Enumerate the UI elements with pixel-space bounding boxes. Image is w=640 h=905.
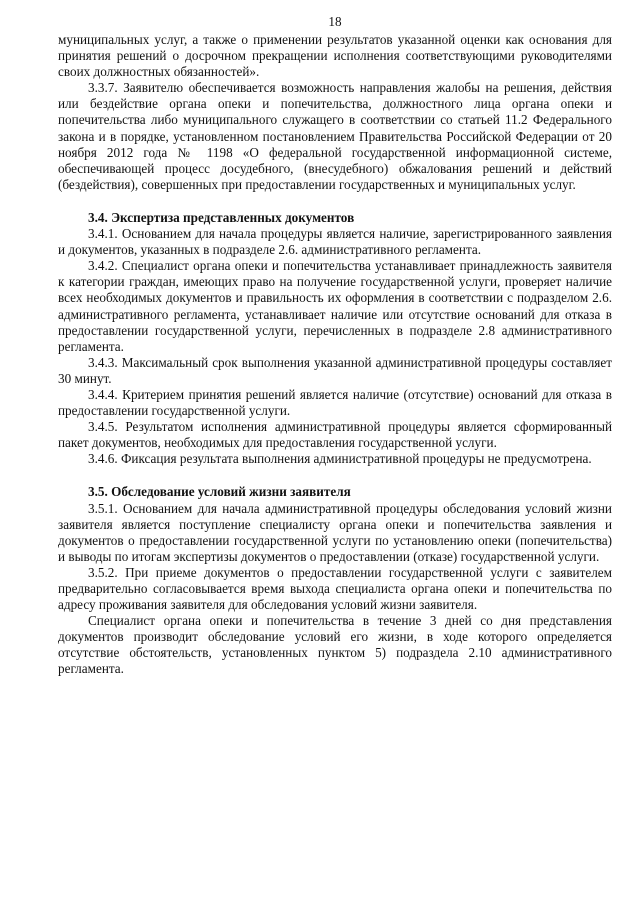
paragraph-3-4-1: 3.4.1. Основанием для начала процедуры является наличие, зарегистрированного заявления и документов, указанных в подразделе 2.6. административного регламента. [58,226,612,258]
document-page [58,14,612,678]
paragraph-3-4-4: 3.4.4. Критерием принятия решений является наличие (отсутствие) оснований для отказа в предоставлении государственной услуги. [58,386,612,419]
paragraph-3-5-1: 3.5.1. Основанием для начала административной процедуры обследования условий жизни заявителя является поступление специалисту органа опеки и попечительства заявления и документов о предоставлении государственной услуги по установлению опеки (попечительства) и выводы по итогам экспертизы документов о предоставлении (отказе) государственной услуги. [58,500,612,564]
section-heading-3-4: 3.4. Экспертиза представленных документов [88,209,355,225]
paragraph-3-3-7: 3.3.7. Заявителю обеспечивается возможность направления жалобы на решения, действия или бездействие органа опеки и попечительства, должностного лица органа опеки и попечительства либо муниципального служащего в соответствии со статьей 11.2 Федерального закона и в порядке, установленном постановлением Правительства Российской Федерации от 20 ноября 2012 года № 1198 «О федеральной государственной информационной системе, обеспечивающей процесс досудебного, (внесудебного) обжалования решений и действий (бездействия), совершенных при предоставлении государственных и муниципальных услуг. [58,80,612,192]
paragraph-3-4-6: 3.4.6. Фиксация результата выполнения административной процедуры не предусмотрена. [88,451,592,467]
section-heading-3-5: 3.5. Обследование условий жизни заявителя [88,484,351,500]
page-number: 18 [328,14,342,29]
paragraph-3-4-2: 3.4.2. Специалист органа опеки и попечительства устанавливает принадлежность заявителя к категории граждан, имеющих право на получение государственной услуги, проверяет наличие всех необходимых документов и правильность их оформления в соответствии с подразделом 2.6. административного регламента, устанавливает наличие или отсутствие оснований для отказа в предоставлении государственной услуги, перечисленных в подразделе 2.8 административного регламента. [58,258,612,354]
section-spacer [58,193,612,210]
paragraph-3-4-5: 3.4.5. Результатом исполнения административной процедуры является сформированный пакет документов, необходимых для предоставления государственной услуги. [58,419,612,451]
section-spacer [58,467,612,484]
paragraph-3-5-2: 3.5.2. При приеме документов о предоставлении государственной услуги с заявителем предварительно согласовывается время выхода специалиста органа опеки и попечительства по адресу проживания заявителя для обследования условий жизни заявителя. [58,564,612,613]
paragraph-continuation: муниципальных услуг, а также о применении результатов указанной оценки как основания для принятия решений о досрочном прекращении исполнения соответствующими руководителями своих должностных обязанностей». [58,32,612,80]
paragraph-3-4-3: 3.4.3. Максимальный срок выполнения указанной административной процедуры составляет 30 минут. [58,354,612,386]
paragraph-specialist: Специалист органа опеки и попечительства в течение 3 дней со дня представления документов производит обследование условий его жизни, в ходе которого определяется отсутствие обстоятельств, установленных пунктом 5) подраздела 2.10 административного регламента. [58,613,612,677]
